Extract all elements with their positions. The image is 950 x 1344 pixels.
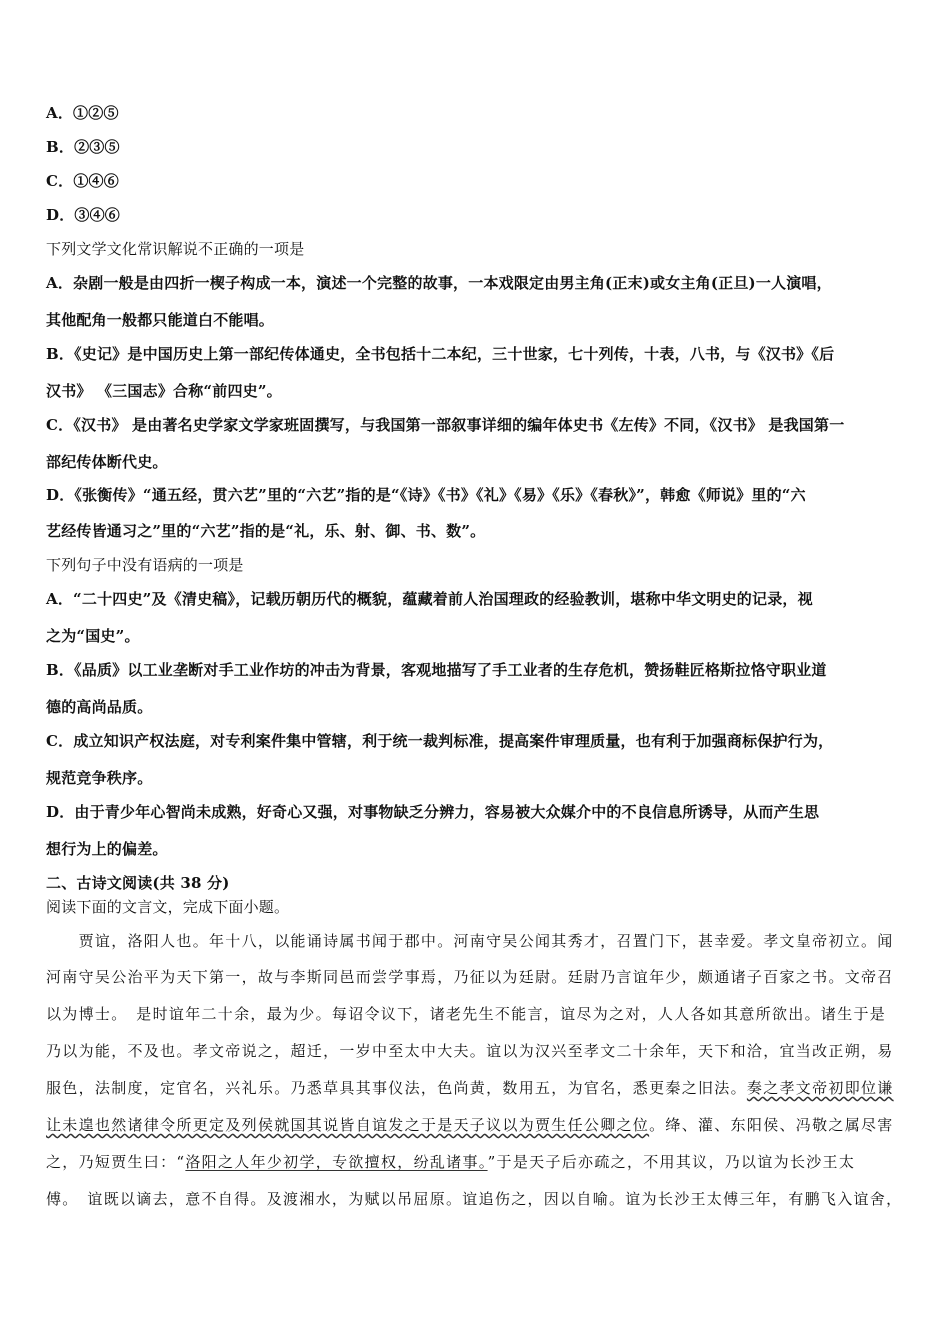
prev-option-c: C．①④⑥ (46, 172, 119, 190)
grammar-option-c-line2: 规范竞争秩序。 (46, 769, 153, 787)
passage-line-8: 傅。 谊既以谪去，意不自得。及渡湘水，为赋以吊屈原。谊追伤之，因以自喻。谊为长沙王太傅三年，有鹏飞入谊舍， (46, 1190, 903, 1208)
grammar-option-a-line2: 之为“国史”。 (46, 627, 140, 645)
grammar-option-a-line1: A．“二十四史”及《清史稿》，记载历朝历代的概貌，蕴藏着前人治国理政的经验教训，堪称中华文明史的记录，视 (46, 590, 813, 608)
passage-line-2: 河南守吴公治平为天下第一，故与李斯同邑而尝学事焉，乃征以为廷尉。廷尉乃言谊年少，颇通诸子百家之书。文帝召 (46, 968, 894, 986)
passage-line-7-head: 之，乃短贾生曰：“ (46, 1153, 186, 1171)
grammar-option-c-line1: C．成立知识产权法庭，对专利案件集中管辖，利于统一裁判标准，提高案件审理质量，也有利于加强商标保护行为， (46, 732, 834, 750)
grammar-option-d-line1: D．由于青少年心智尚未成熟，好奇心又强，对事物缺乏分辨力，容易被大众媒介中的不良信息所诱导，从而产生思 (46, 803, 820, 821)
culture-option-b-line1: B．《史记》是中国历史上第一部纪传体通史，全书包括十二本纪，三十世家，七十列传，十表，八书，与《汉书》《后 (46, 345, 835, 363)
passage-line-6 (46, 1114, 894, 1135)
passage-underlined-quote: 洛阳之人年少初学，专欲擅权，纷乱诸事。 (185, 1153, 488, 1171)
section-heading: 二、古诗文阅读(共 38 分) (46, 874, 230, 892)
culture-option-c-line2: 部纪传体断代史。 (46, 453, 168, 471)
question-stem-grammar: 下列句子中没有语病的一项是 (46, 556, 244, 574)
passage-line-5-text: 服色，法制度，定官名，兴礼乐。乃悉草具其事仪法，色尚黄，数用五，为官名，悉更秦之旧法。 (46, 1079, 747, 1097)
prev-option-d: D．③④⑥ (46, 206, 121, 224)
prev-option-b: B．②③⑤ (46, 138, 120, 156)
culture-option-a-line1: A．杂剧一般是由四折一楔子构成一本，演述一个完整的故事，一本戏限定由男主角(正末)或女主角(正旦)一人演唱， (46, 274, 832, 292)
passage-line-7 (46, 1151, 855, 1172)
grammar-option-b-line1: B．《品质》以工业垄断对手工业作坊的冲击为背景，客观地描写了手工业者的生存危机，赞扬鞋匠格斯拉恪守职业道 (46, 661, 827, 679)
passage-line-1: 贾谊，洛阳人也。年十八，以能诵诗属书闻于郡中。河南守吴公闻其秀才，召置门下，甚幸爱。孝文皇帝初立。闻 (46, 932, 894, 950)
passage-line-4: 乃以为能，不及也。孝文帝说之，超迁，一岁中至太中大夫。谊以为汉兴至孝文二十余年，天下和洽，宜当改正朔，易 (46, 1042, 894, 1060)
culture-option-d-line2: 艺经传皆通习之”里的“六艺”指的是“礼，乐、射、御、书、数”。 (46, 522, 486, 540)
question-stem-culture: 下列文学文化常识解说不正确的一项是 (46, 240, 305, 258)
culture-option-d-line1: D．《张衡传》“通五经，贯六艺”里的“六艺”指的是“《诗》《书》《礼》《易》《乐》《春秋》”，韩愈《师说》里的“六 (46, 486, 806, 504)
culture-option-c-line1: C．《汉书》 是由著名史学家文学家班固撰写，与我国第一部叙事详细的编年体史书《左传》不同，《汉书》 是我国第一 (46, 416, 845, 434)
prev-option-a: A．①②⑤ (46, 104, 119, 122)
grammar-option-d-line2: 想行为上的偏差。 (46, 840, 168, 858)
passage-line-3: 以为博士。 是时谊年二十余，最为少。每诏令议下，诸老先生不能言，谊尽为之对，人人各如其意所欲出。诸生于是 (46, 1005, 887, 1023)
passage-wavy-underline-a: 奏之孝文帝初即位谦 (746, 1079, 894, 1097)
culture-option-b-line2: 汉书》 《三国志》合称“前四史”。 (46, 382, 282, 400)
passage-line-7-tail: ”于是天子后亦疏之，不用其议，乃以谊为长沙王太 (487, 1153, 856, 1171)
passage-line-6-tail: 。绛、灌、东阳侯、冯敬之属尽害 (649, 1116, 894, 1134)
culture-option-a-line2: 其他配角一般都只能道白不能唱。 (46, 311, 275, 329)
section-instruction: 阅读下面的文言文，完成下面小题。 (46, 898, 290, 916)
passage-line-5 (46, 1077, 894, 1098)
grammar-option-b-line2: 德的高尚品质。 (46, 698, 153, 716)
passage-wavy-underline-b: 让未遑也然诸律令所更定及列侯就国其说皆自谊发之于是天子议以为贾生任公卿之位 (46, 1116, 650, 1134)
